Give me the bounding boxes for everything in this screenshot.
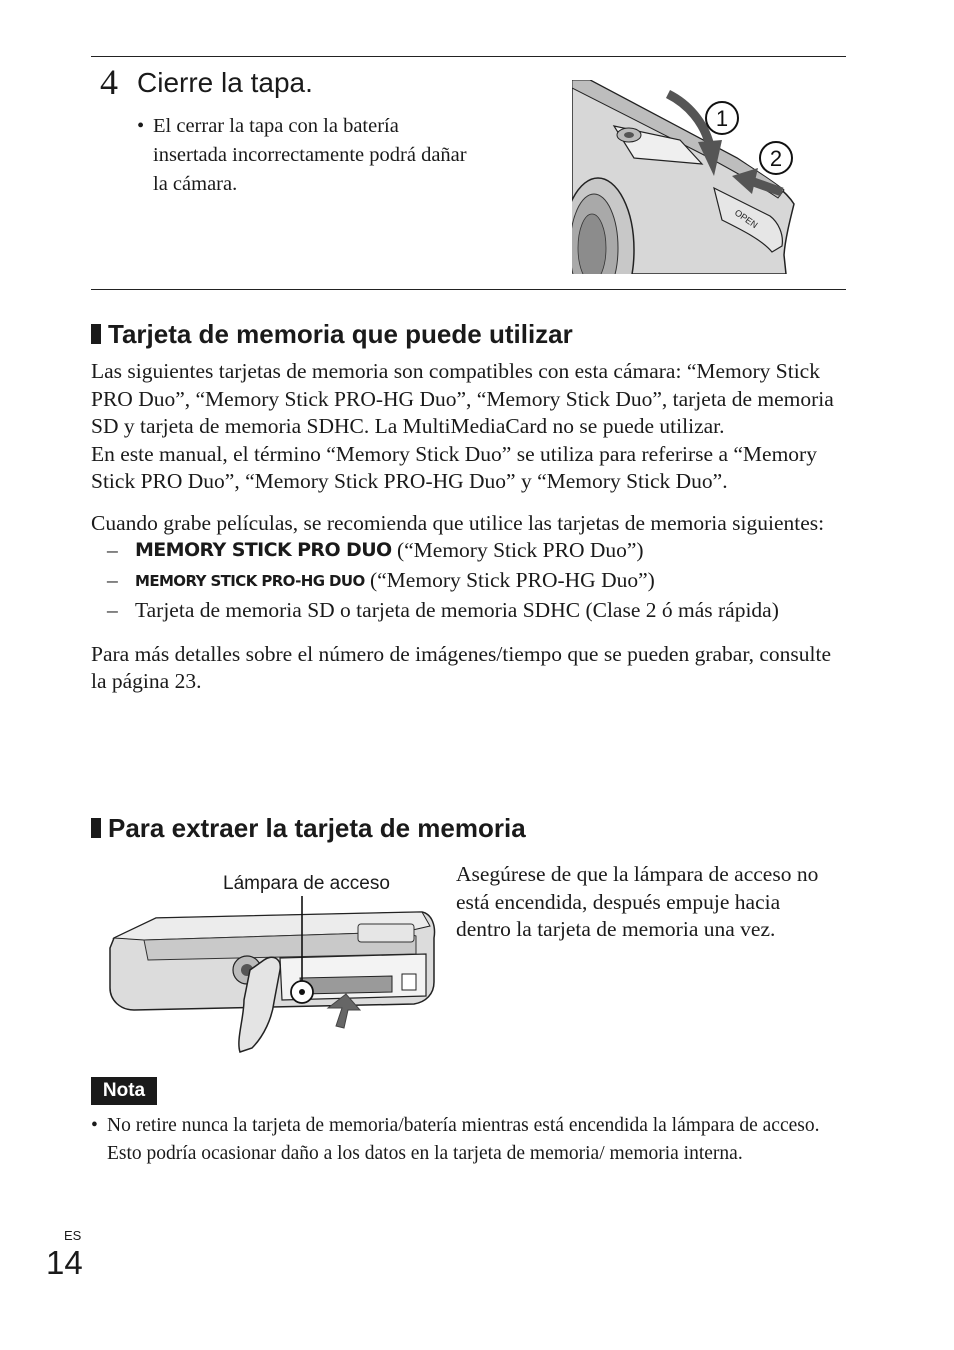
page-number: 14 <box>46 1244 83 1281</box>
list-dash: – <box>107 598 118 622</box>
callout-1: 1 <box>715 106 729 131</box>
camera-lid-illustration <box>572 80 802 274</box>
list-item-text: (“Memory Stick PRO-HG Duo”) <box>369 567 655 592</box>
step-title: Cierre la tapa. <box>137 67 313 98</box>
camera-card-slot-illustration <box>104 896 444 1056</box>
remove-instruction: Asegúrese de que la lámpara de acceso no está encendida, después empuje hacia dentro la tarjeta de memoria una vez. <box>456 862 819 941</box>
step-bullet <box>137 112 477 199</box>
section-heading-text: Tarjeta de memoria que puede utilizar <box>108 319 573 349</box>
paragraph: Las siguientes tarjetas de memoria son compatibles con esta cámara: “Memory Stick PRO Duo”, “Memory Stick PRO-HG Duo”, “Memory Stick Duo”, tarjeta de memoria SD y tarjeta de memoria SDHC. La MultiMediaCard no se puede utilizar. <box>91 359 834 438</box>
paragraph: Para más detalles sobre el número de imágenes/tiempo que se pueden grabar, consulte la página 23. <box>91 641 832 693</box>
language-code: ES <box>64 1228 82 1243</box>
list-item <box>91 597 851 625</box>
section-heading-cards <box>91 321 573 347</box>
heading-marker-icon <box>91 324 101 344</box>
list-dash: – <box>107 538 118 562</box>
section-rule <box>91 289 846 290</box>
list-item-text: Tarjeta de memoria SD o tarjeta de memoria SDHC (Clase 2 ó más rápida) <box>135 598 779 622</box>
list-item <box>91 537 851 565</box>
section-heading-text: Para extraer la tarjeta de memoria <box>108 813 526 843</box>
step-number: 4 <box>100 62 118 102</box>
callout-2: 2 <box>769 146 783 171</box>
note-badge: Nota <box>91 1077 157 1105</box>
list-dash: – <box>107 567 118 592</box>
step-bullet-text: El cerrar la tapa con la batería insertada incorrectamente podrá dañar la cámara. <box>153 115 467 195</box>
bullet-icon: • <box>137 115 145 137</box>
memory-stick-pro-duo-logo: MEMORY STICK PRO DUO <box>135 539 392 561</box>
open-label: OPEN <box>732 207 760 231</box>
memory-stick-pro-hg-duo-logo: MEMORY STICK PRO-HG DUO <box>135 571 365 590</box>
lamp-label: Lámpara de acceso <box>223 873 390 894</box>
top-rule <box>91 56 846 57</box>
bullet-icon: • <box>91 1115 98 1136</box>
note-text: No retire nunca la tarjeta de memoria/batería mientras está encendida la lámpara de acceso. Esto podría ocasionar daño a los datos en la tarjeta de memoria/ memoria interna. <box>107 1115 820 1164</box>
note-text-block <box>91 1112 851 1167</box>
paragraph: Cuando grabe películas, se recomienda que utilice las tarjetas de memoria siguientes: <box>91 510 825 535</box>
cards-body <box>91 358 851 696</box>
list-item-text: (“Memory Stick PRO Duo”) <box>396 538 644 562</box>
paragraph: En este manual, el término “Memory Stick Duo” se utiliza para referirse a “Memory Stick PRO Duo”, “Memory Stick PRO-HG Duo” y “Memory Stick Duo”. <box>91 441 817 493</box>
section-heading-remove <box>91 815 526 841</box>
list-item <box>91 567 851 596</box>
heading-marker-icon <box>91 818 101 838</box>
